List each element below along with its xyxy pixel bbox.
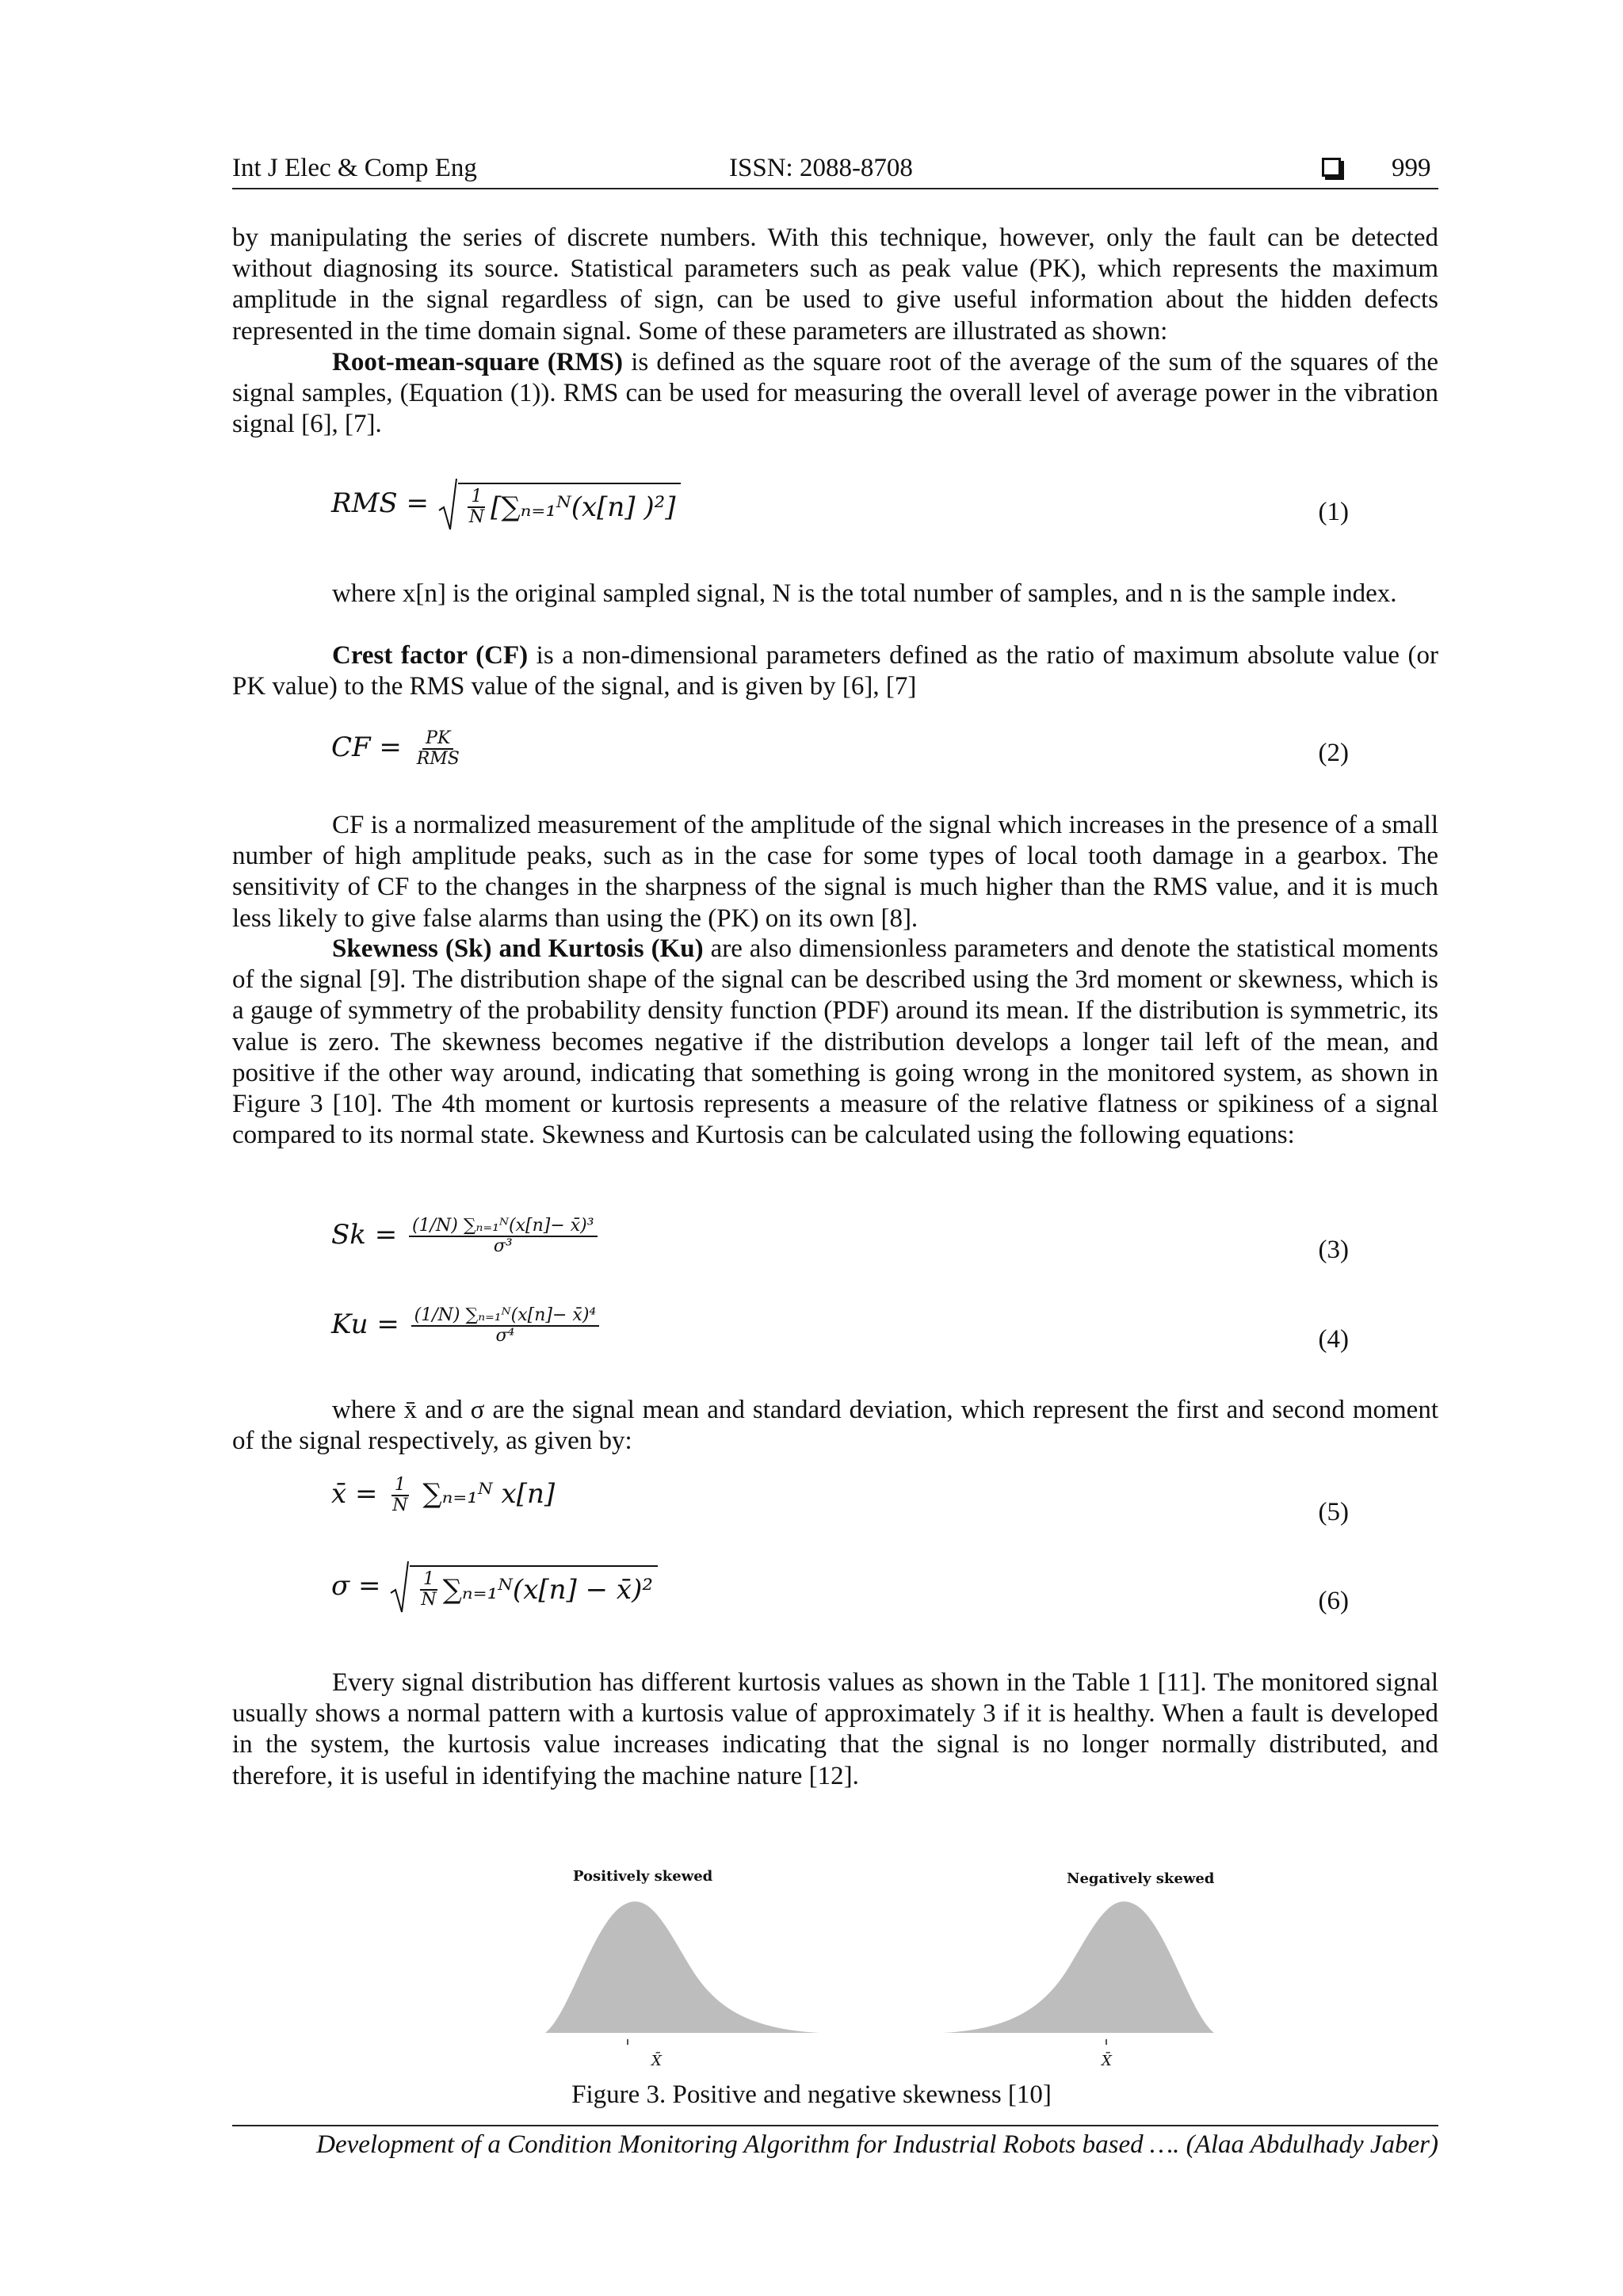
equation-number-2: (2) [1318, 739, 1349, 767]
paragraph-intro: by manipulating the series of discrete numbers. With this technique, however, only the fault can be detected without diagnosing its source. Statistical parameters such as peak value (PK), which represents the maximum amplitude in the signal regardless of sign, can be used to give useful information about the hidden defects represented in the time domain signal. Some of these parameters are illustrated as shown: [232, 223, 1438, 346]
eq6-lhs: σ = [331, 1570, 381, 1602]
equation-6 [331, 1560, 658, 1615]
eq1-lhs: RMS = [331, 487, 430, 519]
paragraph-cf-description: CF is a normalized measurement of the amplitude of the signal which increases in the presence of a small number of high amplitude peaks, such as in the case for some types of local tooth damage in a gearbox. The sensitivity of CF to the changes in the sharpness of the signal is much higher than the RMS value, and it is much less likely to give false alarms than using the (PK) on its own [8]. [232, 811, 1438, 933]
eq1-frac-den: N [468, 507, 485, 527]
paragraph-crest-factor [232, 640, 1438, 702]
eq2-den: RMS [416, 749, 460, 770]
figure-3-skewness [539, 1886, 1220, 2069]
paragraph-kurtosis-values: Every signal distribution has different kurtosis values as shown in the Table 1 [11]. The monitored signal usually shows a normal pattern with a kurtosis value of approximately 3 if it is healthy. When a fault is developed in the system, the kurtosis value increases indicating that the signal is no longer normally distributed, and therefore, it is useful in identifying the machine nature [12]. [232, 1668, 1438, 1790]
equation-number-1: (1) [1318, 498, 1349, 526]
figure-label-negative: Negatively skewed [1067, 1870, 1215, 1887]
running-header-issn: ISSN: 2088-8708 [729, 154, 913, 182]
eq3-den: σ³ [493, 1236, 513, 1257]
eq5-frac-num: 1 [391, 1476, 409, 1496]
eq6-sqrt [389, 1560, 658, 1615]
paragraph-rms-text: is defined as the square root of the average of the sum of the squares of the signal samples, (Equation (1)). RMS can be used for measuring the overall level of average power in the vibration signal [6], [7]. [232, 348, 1438, 439]
eq5-body: ∑ₙ₌₁ᴺ x[n] [422, 1478, 556, 1511]
eq4-lhs: Ku = [331, 1308, 399, 1341]
eq6-body: ∑ₙ₌₁ᴺ(x[n] − x̄)² [442, 1574, 653, 1606]
square-bullet-icon [1322, 158, 1341, 177]
equation-3 [331, 1217, 601, 1256]
negative-skew-curve [943, 1901, 1214, 2033]
paragraph-crest-factor-text: is a non-dimensional parameters defined as the ratio of maximum absolute value (or PK value) to the RMS value of the signal, and is given by [6], [7] [232, 641, 1438, 701]
figure-label-positive: Positively skewed [573, 1868, 713, 1885]
eq4-den: σ⁴ [495, 1326, 515, 1347]
sqrt-sign-icon [437, 477, 458, 533]
running-header-journal: Int J Elec & Comp Eng [232, 154, 477, 182]
equation-number-4: (4) [1318, 1325, 1349, 1354]
term-rms: Root-mean-square (RMS) [332, 348, 624, 376]
figure-3-caption: Figure 3. Positive and negative skewness [10] [571, 2080, 1052, 2109]
eq6-frac-den: N [421, 1590, 437, 1610]
paragraph-where-2: where x̄ and σ are the signal mean and standard deviation, which represent the first and second moment of the signal respectively, as given by: [232, 1396, 1438, 1456]
eq1-frac-num: 1 [468, 487, 485, 508]
eq3-lhs: Sk = [331, 1219, 398, 1251]
equation-number-5: (5) [1318, 1498, 1349, 1526]
paragraph-rms [232, 347, 1438, 441]
eq2-num: PK [422, 729, 453, 750]
mean-label-right: X̄ [1102, 2053, 1112, 2069]
page-number: 999 [1392, 154, 1431, 182]
eq2-lhs: CF = [331, 732, 402, 764]
eq4-num: (1/N) ∑ₙ₌₁ᴺ(x[n]− x̄)⁴ [411, 1306, 600, 1327]
equation-5 [331, 1476, 555, 1515]
eq1-body: [∑ₙ₌₁ᴺ(x[n] )²] [491, 491, 676, 523]
equation-2 [331, 729, 466, 769]
mean-label-left: X̄ [651, 2053, 662, 2069]
equation-1 [331, 477, 681, 533]
equation-number-6: (6) [1318, 1587, 1349, 1615]
paragraph-skewness-kurtosis [232, 934, 1438, 1151]
paragraph-where-1: where x[n] is the original sampled signal, N is the total number of samples, and n is the sample index. [332, 579, 1397, 608]
footer-rule [232, 2125, 1438, 2126]
header-rule [232, 188, 1438, 189]
sqrt-sign-icon [389, 1560, 410, 1615]
eq5-frac-den: N [392, 1496, 408, 1516]
eq6-frac-num: 1 [420, 1570, 437, 1591]
eq5-lhs: x̄ = [331, 1478, 378, 1511]
positive-skew-curve [545, 1901, 820, 2033]
term-skewness-kurtosis: Skewness (Sk) and Kurtosis (Ku) [332, 934, 704, 963]
running-footer: Development of a Condition Monitoring Algorithm for Industrial Robots based …. (Alaa Abdulhady Jaber) [316, 2130, 1438, 2159]
paragraph-skewness-kurtosis-text: are also dimensionless parameters and denote the statistical moments of the signal [9]. The distribution shape of the signal can be described using the 3rd moment or skewness, which is a gauge of symmetry of the probability density function (PDF) around its mean. If the distribution is symmetric, its value is zero. The skewness becomes negative if the distribution develops a longer tail left of the mean, and positive if the other way around, indicating that something is going wrong in the monitored system, as shown in Figure 3 [10]. The 4th moment or kurtosis represents a measure of the relative flatness or spikiness of a signal compared to its normal state. Skewness and Kurtosis can be calculated using the following equations: [232, 934, 1438, 1150]
equation-number-3: (3) [1318, 1236, 1349, 1264]
eq3-num: (1/N) ∑ₙ₌₁ᴺ(x[n]− x̄)³ [409, 1217, 598, 1237]
term-crest-factor: Crest factor (CF) [332, 641, 529, 670]
eq1-sqrt [437, 477, 681, 533]
equation-4 [331, 1306, 602, 1346]
